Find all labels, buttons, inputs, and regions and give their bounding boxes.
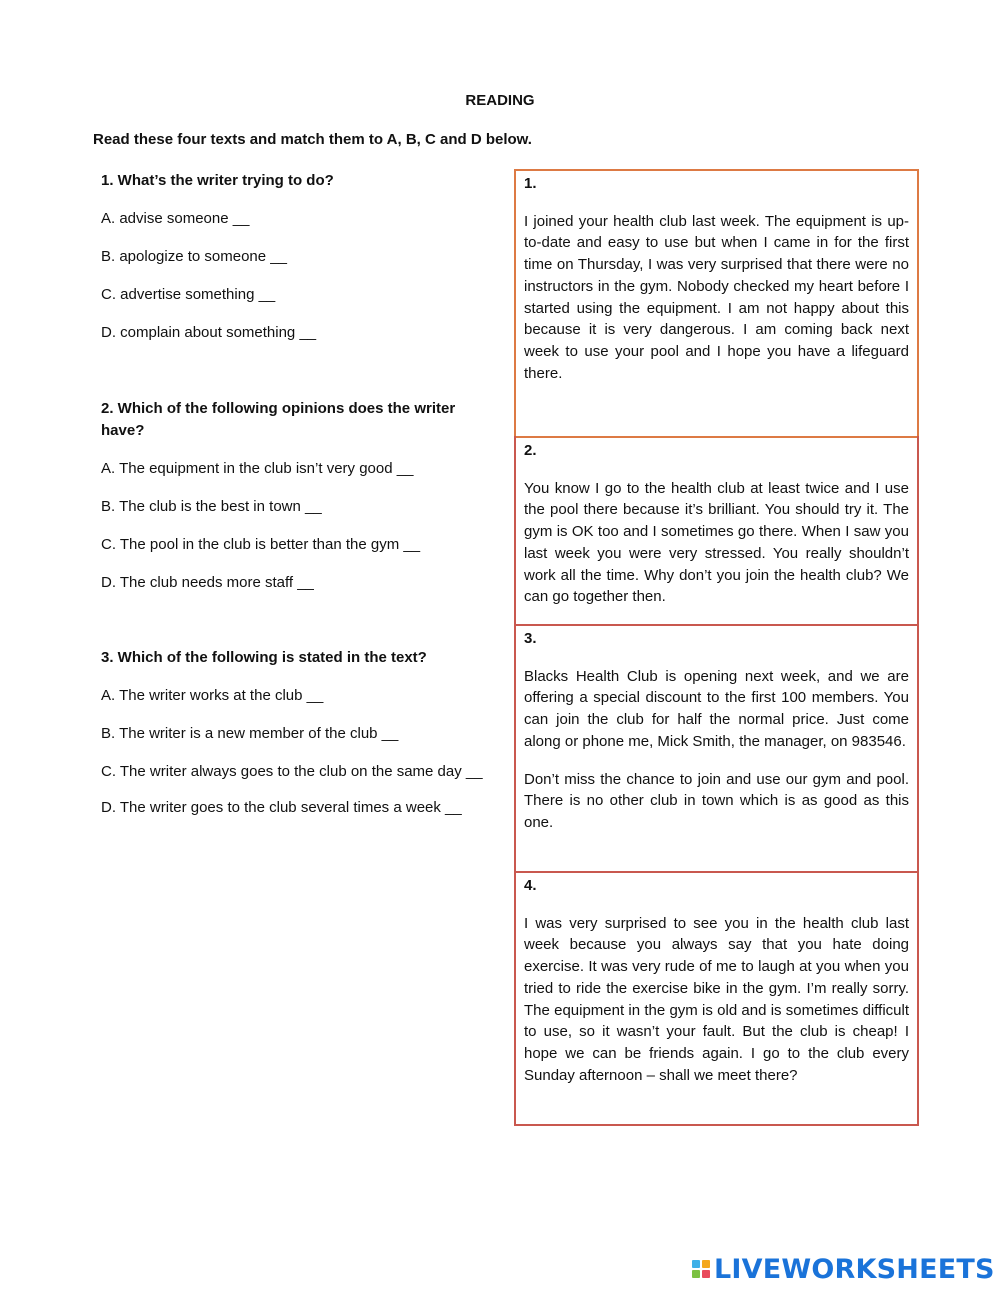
question-1 — [101, 170, 488, 360]
logo-mark-icon — [692, 1260, 710, 1278]
option-b[interactable]: B. The club is the best in town __ — [101, 498, 322, 515]
text-paragraph: I was very surprised to see you in the health club last week because you always say that you hate doing exercise. It was very rude of me to laugh at you when you tried to ride the exercise bike in the gym. I’m really sorry. The equipment in the gym is old and is sometimes difficult to use, so it wasn’t your fault. But the club is cheap! I hope we can be friends again. I go to the club every Sunday afternoon – shall we meet there? — [524, 914, 909, 1084]
text-box-3 — [514, 624, 919, 873]
question-heading: 1. What’s the writer trying to do? — [101, 172, 334, 189]
option-a[interactable]: A. The writer works at the club __ — [101, 687, 324, 704]
text-number: 2. — [524, 442, 537, 459]
option-c[interactable]: C. advertise something __ — [101, 286, 276, 303]
logo-square-icon — [702, 1260, 710, 1268]
question-heading: 2. Which of the following opinions does the writer have? — [101, 400, 456, 439]
instructions: Read these four texts and match them to A, B, C and D below. — [93, 131, 532, 148]
option-a[interactable]: A. The equipment in the club isn’t very good __ — [101, 460, 414, 477]
text-paragraph: Blacks Health Club is opening next week, and we are offering a special discount to the first 100 members. You can join the club for half the normal price. Just come along or phone me, Mick Smith, the manager, on 983546. — [524, 667, 909, 750]
option-a[interactable]: A. advise someone __ — [101, 210, 250, 227]
question-2 — [101, 398, 488, 610]
logo-square-icon — [692, 1260, 700, 1268]
text-paragraph: I joined your health club last week. The equipment is up-to-date and easy to use but when I came in for the first time on Thursday, I was very surprised that there were no instructors in the gym. Nobody checked my heart before I started using the equipment. I am not happy about this because it is very dangerous. I am coming back next week to use your pool and I hope you have a lifeguard there. — [524, 212, 909, 382]
text-number: 3. — [524, 630, 537, 647]
option-b[interactable]: B. The writer is a new member of the club __ — [101, 725, 399, 742]
logo-text: LIVEWORKSHEETS — [714, 1253, 995, 1285]
text-paragraph: You know I go to the health club at least twice and I use the pool there because it’s brilliant. You should try it. The gym is OK too and I sometimes go there. When I saw you last week you were very stressed. You really shouldn’t work all the time. Why don’t you join the health club? We can go together then. — [524, 479, 909, 606]
text-box-2 — [514, 436, 919, 626]
option-d[interactable]: D. The writer goes to the club several times a week __ — [101, 799, 462, 816]
liveworksheets-logo — [692, 1253, 995, 1285]
option-b[interactable]: B. apologize to someone __ — [101, 248, 287, 265]
text-number: 4. — [524, 877, 537, 894]
text-paragraph: Don’t miss the chance to join and use our gym and pool. There is no other club in town which is as good as this one. — [524, 770, 909, 831]
option-c[interactable]: C. The pool in the club is better than the gym __ — [101, 536, 421, 553]
text-box-4 — [514, 871, 919, 1126]
logo-square-icon — [702, 1270, 710, 1278]
text-box-1 — [514, 169, 919, 438]
option-c[interactable]: C. The writer always goes to the club on the same day __ — [101, 763, 483, 780]
logo-square-icon — [692, 1270, 700, 1278]
option-d[interactable]: D. complain about something __ — [101, 324, 317, 341]
question-3 — [101, 647, 488, 835]
text-number: 1. — [524, 175, 537, 192]
question-heading: 3. Which of the following is stated in the text? — [101, 649, 427, 666]
page-title: READING — [465, 92, 535, 109]
option-d[interactable]: D. The club needs more staff __ — [101, 574, 314, 591]
